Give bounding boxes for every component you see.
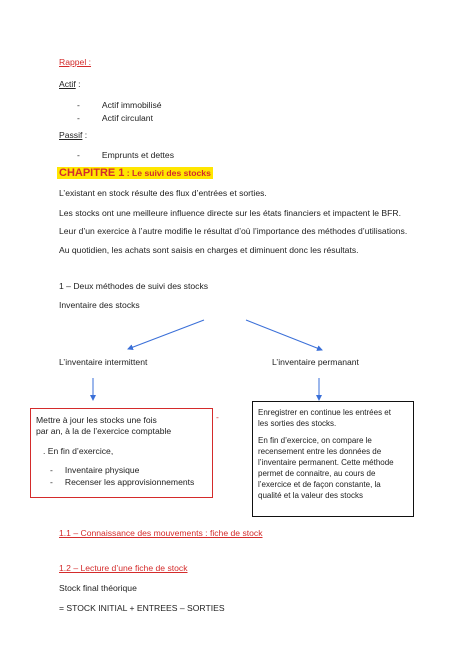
permanent-line-2: les sorties des stocks. [258, 419, 337, 428]
middle-dash: - [216, 412, 219, 422]
permanent-line-5: l’inventaire permanent. Cette méthode [258, 458, 394, 467]
chapter-subtitle: : Le suivi des stocks [124, 168, 211, 178]
branch-intermittent: L’inventaire intermittent [59, 357, 148, 367]
subsection-1-1: 1.1 – Connaissance des mouvements : fiche de stock [59, 528, 263, 538]
permanent-line-4: recensement entre les données de [258, 447, 382, 456]
chapter-number: CHAPITRE 1 [59, 167, 125, 179]
actif-item-2-label: Actif circulant [101, 113, 153, 123]
intermittent-line-3: . En fin d’exercice, [43, 446, 114, 456]
paragraph-4: Au quotidien, les achats sont saisis en charges et diminuent donc les résultats. [59, 245, 359, 255]
inventaire-title: Inventaire des stocks [59, 300, 140, 310]
permanent-line-6: permet de connaitre, au cours de [258, 469, 376, 478]
actif-item-1: - Actif immobilisé [77, 100, 162, 110]
intermittent-item-2: - Recenser les approvisionnements [50, 477, 195, 487]
passif-item-1: - Emprunts et dettes [77, 150, 175, 160]
passif-label: Passif [59, 130, 83, 140]
intermittent-box [30, 408, 213, 498]
passif-item-1-label: Emprunts et dettes [101, 150, 175, 160]
permanent-line-7: l’exercice et de façon constante, la [258, 480, 381, 489]
permanent-line-3: En fin d’exercice, on compare le [258, 436, 372, 445]
section-1-heading: 1 – Deux méthodes de suivi des stocks [59, 281, 209, 291]
stock-final-label: Stock final théorique [59, 583, 137, 593]
arrow-to-intermittent [128, 320, 204, 349]
subsection-1-2: 1.2 – Lecture d’une fiche de stock [59, 563, 188, 573]
intermittent-item-1: - Inventaire physique [50, 465, 140, 475]
intermittent-line-2: par an, à la de l’exercice comptable [36, 426, 172, 436]
paragraph-2: Les stocks ont une meilleure influence directe sur les états financiers et impactent le BFR. [59, 208, 402, 218]
branch-permanent: L’inventaire permanant [272, 357, 359, 367]
actif-label: Actif [59, 79, 76, 89]
passif-colon: : [82, 130, 88, 140]
stock-formula: = STOCK INITIAL + ENTREES – SORTIES [59, 603, 225, 613]
intermittent-line-1: Mettre à jour les stocks une fois [36, 415, 157, 425]
arrow-to-permanent [246, 320, 322, 350]
actif-colon: : [75, 79, 81, 89]
permanent-line-1: Enregistrer en continue les entrées et [258, 408, 391, 417]
actif-item-2: - Actif circulant [77, 113, 153, 123]
paragraph-1: L’existant en stock résulte des flux d’entrées et sorties. [59, 188, 267, 198]
intermittent-item-2-label: Recenser les approvisionnements [64, 477, 195, 487]
actif-item-1-label: Actif immobilisé [101, 100, 162, 110]
rappel-heading: Rappel : [59, 57, 92, 67]
intermittent-item-1-label: Inventaire physique [64, 465, 140, 475]
permanent-line-8: qualité et la valeur des stocks [258, 491, 363, 500]
permanent-box [252, 401, 414, 517]
paragraph-3: Leur d’un exercice à l’autre modifie le résultat d’où l’importance des méthodes d’utilisations. [59, 226, 408, 236]
